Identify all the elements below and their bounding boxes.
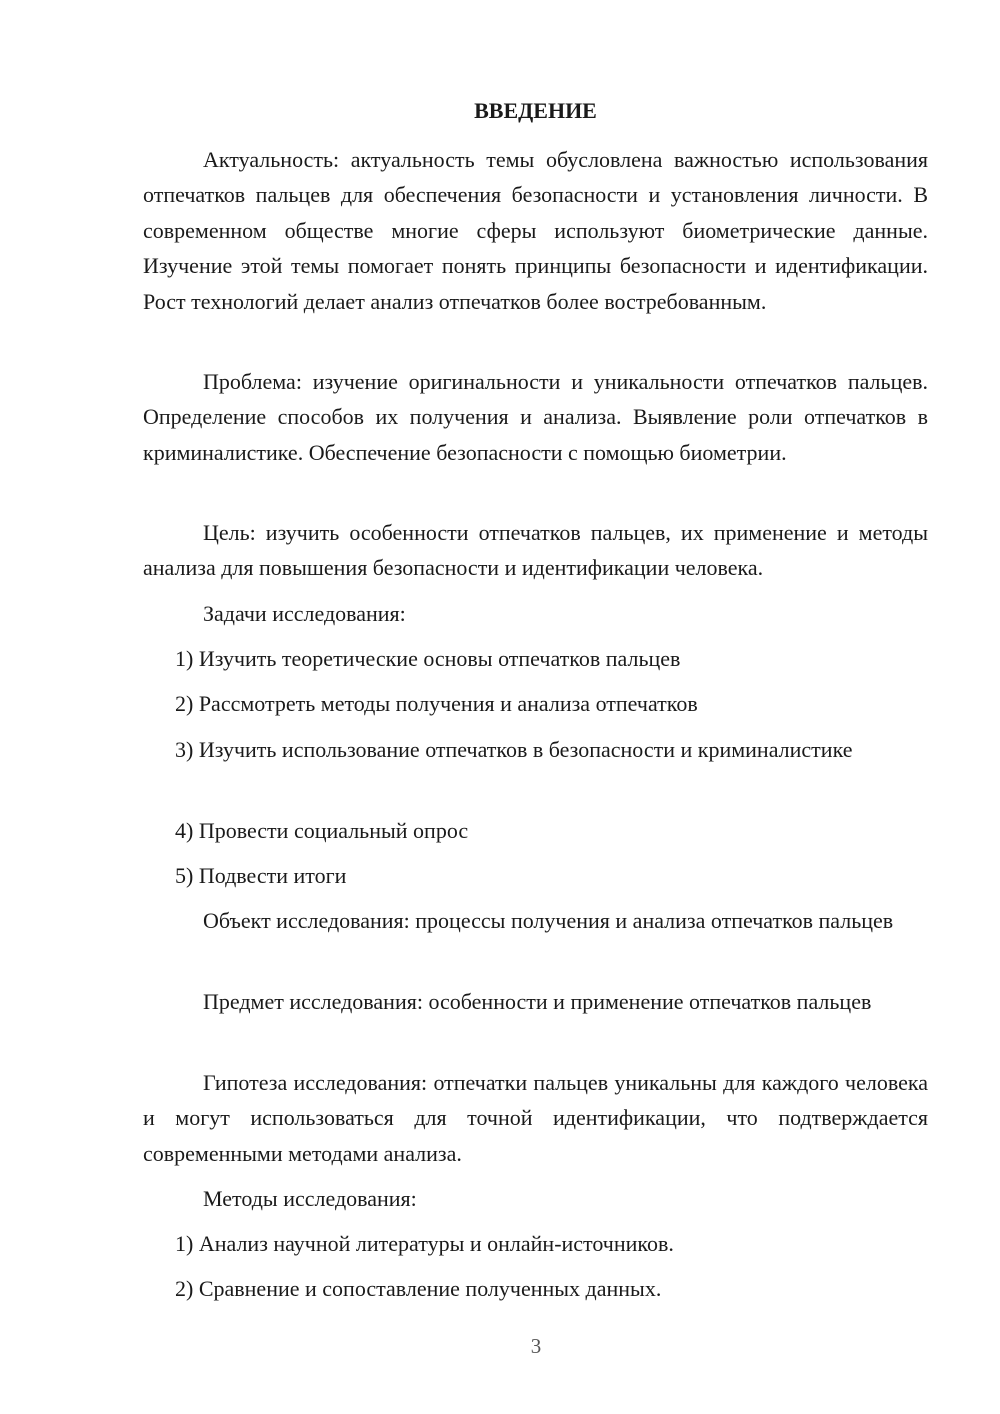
task-item: 1) Изучить теоретические основы отпечатков пальцев [175, 646, 681, 671]
paragraph-goal: Цель: изучить особенности отпечатков пальцев, их применение и методы анализа для повышения безопасности и идентификации человека. [143, 520, 928, 581]
tasks-heading: Задачи исследования: [203, 601, 406, 626]
page-number: 3 [530, 1334, 542, 1358]
method-item: 2) Сравнение и сопоставление полученных данных. [175, 1276, 662, 1301]
task-item: 2) Рассмотреть методы получения и анализа отпечатков [175, 691, 698, 716]
methods-heading: Методы исследования: [203, 1186, 417, 1211]
paragraph-object: Объект исследования: процессы получения и анализа отпечатков пальцев [203, 908, 894, 933]
paragraph-subject: Предмет исследования: особенности и применение отпечатков пальцев [203, 989, 872, 1014]
task-item: 3) Изучить использование отпечатков в безопасности и криминалистике [175, 737, 853, 762]
paragraph-hypothesis: Гипотеза исследования: отпечатки пальцев уникальны для каждого человека и могут использоваться для точной идентификации, что подтверждается современными методами анализа. [143, 1070, 928, 1166]
paragraph-problem: Проблема: изучение оригинальности и уникальности отпечатков пальцев. Определение способов их получения и анализа. Выявление роли отпечатков в криминалистике. Обеспечение безопасности с помощью биометрии. [143, 369, 928, 465]
task-item: 5) Подвести итоги [175, 863, 347, 888]
task-item: 4) Провести социальный опрос [175, 818, 469, 843]
page-title: ВВЕДЕНИЕ [474, 98, 597, 123]
paragraph-relevance: Актуальность: актуальность темы обусловлена важностью использования отпечатков пальцев для обеспечения безопасности и установления личности. В современном обществе многие сферы используют биометрические данные. Изучение этой темы помогает понять принципы безопасности и идентификации. Рост технологий делает анализ отпечатков более востребованным. [143, 147, 928, 314]
method-item: 1) Анализ научной литературы и онлайн-источников. [175, 1231, 674, 1256]
